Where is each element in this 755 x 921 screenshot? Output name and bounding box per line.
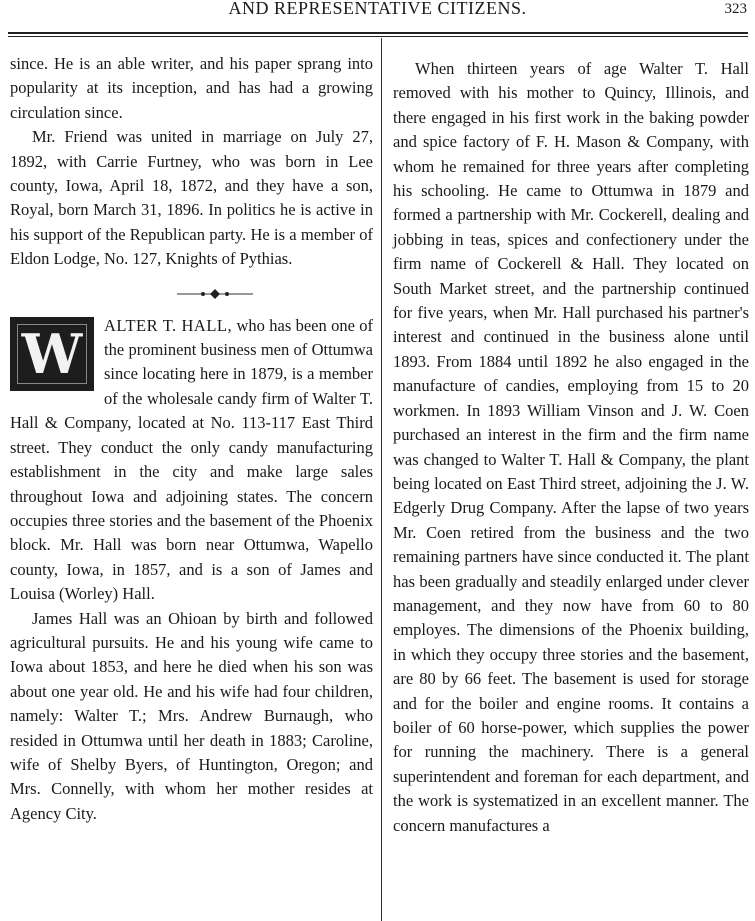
paragraph-hall-intro-text: who has been one of the prominent business men of Ottumwa since locating here in 1879, is a member of the wholesale candy firm of Walter T. Hall & Company, located at No. 113-117 East Third street. They conduct the only candy manufacturing establishment in the city and make large sales throughout Iowa and adjoining states. The concern occupies three stories and the basement of the Phoenix block. Mr. Hall was born near Ottumwa, Wapello county, Iowa, in 1857, and is a son of James and Louisa (Worley) Hall. [10,315,373,604]
paragraph-continuation: since. He is an able writer, and his paper sprang into popularity at its inception, and has had a growing circulation since. [10,54,373,122]
biography-section [10,314,373,607]
section-ornament [10,284,373,308]
ornament-divider-icon [175,286,255,302]
dropcap-letter: W [17,324,87,384]
column-divider [381,38,382,921]
paragraph-friend-marriage: Mr. Friend was united in marriage on July 27, 1892, with Carrie Furtney, who was born in Lee county, Iowa, April 18, 1872, and they have a son, Royal, born March 31, 1896. In politics he is active in his support of the Republican party. He is a member of Eldon Lodge, No. 127, Knights of Pythias. [10,127,373,269]
right-column [393,57,749,838]
subject-name: ALTER T. HALL, [104,315,233,335]
header-rule [8,32,748,34]
page-number: 323 [724,1,747,17]
paragraph-james-hall: James Hall was an Ohioan by birth and followed agricultural pursuits. He and his young wife came to Iowa about 1853, and here he died when his son was about one year old. He and his wife had four children, namely: Walter T.; Mrs. Andrew Burnaugh, who resided in Ottumwa until her death in 1883; Caroline, wife of Shelby Byers, of Huntington, Oregon; and Mrs. Connelly, with whom her mother resides at Agency City. [10,608,373,823]
dropcap-w [10,317,94,391]
paragraph-hall-career: When thirteen years of age Walter T. Hall removed with his mother to Quincy, Illinois, and there engaged in his first work in the baking powder and spice factory of F. H. Mason & Company, with whom he remained for three years after completing his schooling. He came to Ottumwa in 1879 and formed a partnership with Mr. Cockerell, dealing and jobbing in teas, spices and confectionery under the firm name of Cockerell & Hall. They located on South Market street, and the partnership continued for five years, when Mr. Hall purchased his partner's interest and continued in the business alone until 1893. From 1884 until 1892 he also engaged in the manufacture of candies, employing from 15 to 20 workmen. In 1893 William Vinson and J. W. Coen purchased an interest in the firm and the firm name was changed to Walter T. Hall & Company, the plant being located on East Third street, adjoining the J. W. Edgerly Drug Company. After the lapse of two years Mr. Coen retired from the business and the two remaining partners have since conducted it. The plant has been gradually and steadily enlarged under clever management, and they now have from 60 to 80 employes. The dimensions of the Phoenix building, in which they occupy three stories and the basement, are 80 by 66 feet. The basement is used for storage and for the boiler and engine rooms. It contains a boiler of 60 horse-power, which supplies the power for running the machinery. There is a general superintendent and foreman for each department, and the work is systematized in an excellent manner. The concern manufactures a [393,59,749,835]
running-header: AND REPRESENTATIVE CITIZENS. [228,0,527,18]
left-column [10,52,373,826]
header-rule-thin [8,36,748,37]
